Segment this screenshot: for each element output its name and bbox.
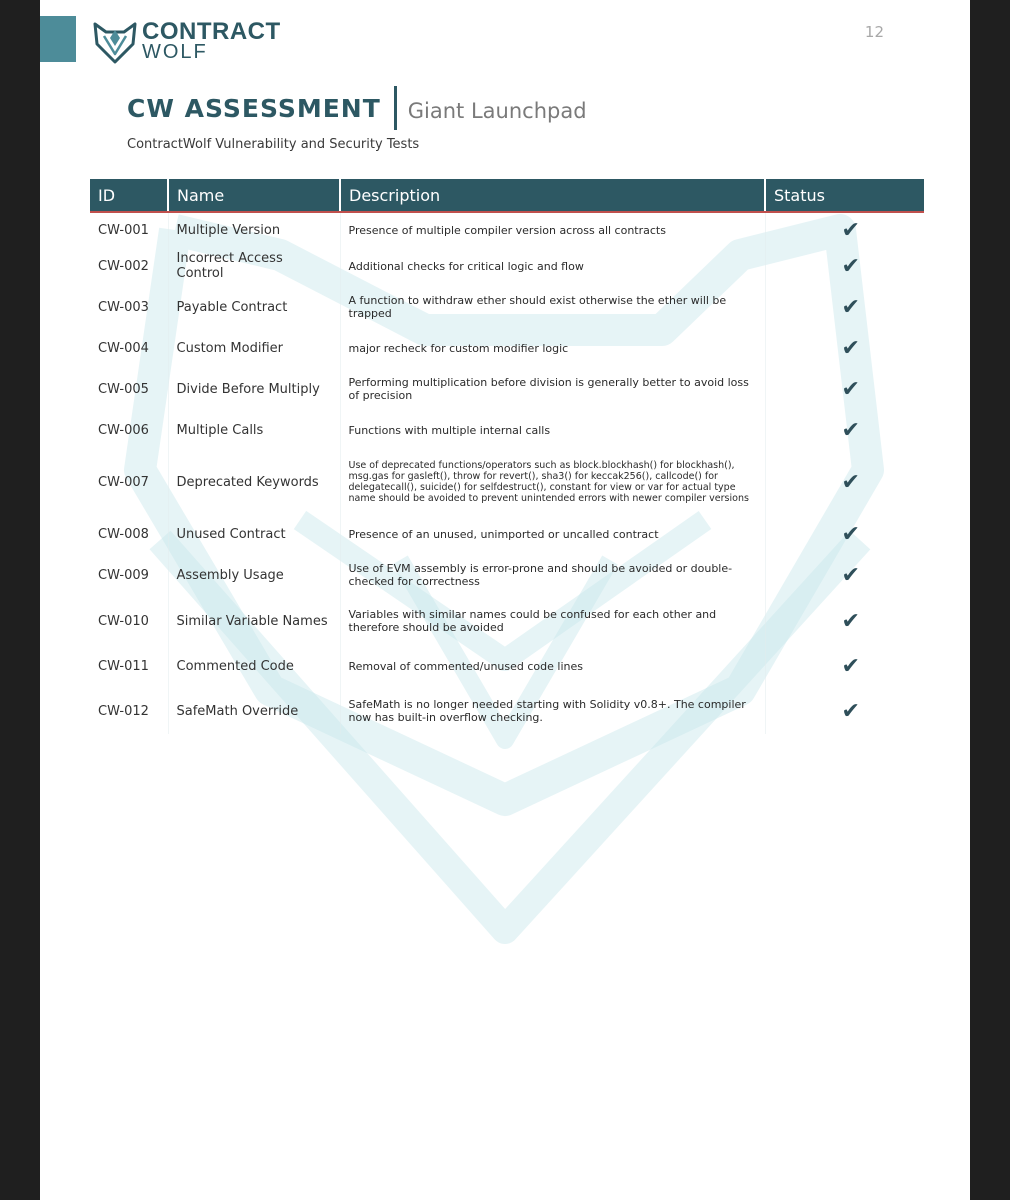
test-name-cell: Assembly Usage bbox=[168, 552, 340, 598]
column-header-name: Name bbox=[168, 179, 340, 212]
test-description-cell: Presence of multiple compiler version across all contracts bbox=[340, 212, 765, 248]
test-name-cell: Unused Contract bbox=[168, 516, 340, 552]
test-id-cell: CW-007 bbox=[98, 474, 149, 490]
document-page bbox=[40, 0, 970, 1200]
table-row bbox=[90, 448, 924, 516]
table-row bbox=[90, 552, 924, 598]
test-description-cell: major recheck for custom modifier logic bbox=[340, 330, 765, 366]
test-id-cell: CW-005 bbox=[98, 381, 149, 397]
status-check-icon: ✔ bbox=[765, 448, 924, 516]
logo-text-contract: CONTRACT bbox=[142, 18, 281, 45]
status-check-icon: ✔ bbox=[765, 598, 924, 644]
test-id-cell: CW-010 bbox=[98, 613, 149, 629]
test-id-cell: CW-011 bbox=[98, 658, 149, 674]
test-description-cell: Variables with similar names could be confused for each other and therefore should be avoided bbox=[340, 598, 765, 644]
status-check-icon: ✔ bbox=[765, 552, 924, 598]
test-id-cell: CW-003 bbox=[98, 299, 149, 315]
status-check-icon: ✔ bbox=[765, 366, 924, 412]
test-description-cell: Additional checks for critical logic and flow bbox=[340, 248, 765, 284]
table-row bbox=[90, 412, 924, 448]
column-header-description: Description bbox=[340, 179, 765, 212]
test-id-cell: CW-004 bbox=[98, 340, 149, 356]
status-check-icon: ✔ bbox=[765, 248, 924, 284]
page-number: 12 bbox=[864, 23, 884, 41]
column-header-id: ID bbox=[90, 179, 168, 212]
test-name-cell: Multiple Calls bbox=[168, 412, 340, 448]
title-divider bbox=[394, 86, 397, 130]
test-description-cell: Performing multiplication before division is generally better to avoid loss of precision bbox=[340, 366, 765, 412]
test-description-cell: Removal of commented/unused code lines bbox=[340, 644, 765, 688]
test-name-cell: Commented Code bbox=[168, 644, 340, 688]
test-id-cell: CW-006 bbox=[98, 422, 149, 438]
table-row bbox=[90, 330, 924, 366]
table-row bbox=[90, 212, 924, 248]
table-row bbox=[90, 688, 924, 734]
status-check-icon: ✔ bbox=[765, 516, 924, 552]
test-name-cell: Deprecated Keywords bbox=[168, 448, 340, 516]
page-subtitle: ContractWolf Vulnerability and Security Tests bbox=[127, 137, 420, 152]
test-name-cell: Custom Modifier bbox=[168, 330, 340, 366]
project-name: Giant Launchpad bbox=[407, 99, 587, 123]
wolf-shield-icon bbox=[92, 18, 138, 64]
title-row bbox=[127, 86, 587, 130]
test-name-cell: Payable Contract bbox=[168, 284, 340, 330]
logo-text-wolf: WOLF bbox=[142, 41, 208, 63]
test-name-cell: SafeMath Override bbox=[168, 688, 340, 734]
test-description-cell: Presence of an unused, unimported or uncalled contract bbox=[340, 516, 765, 552]
test-name-cell: Similar Variable Names bbox=[168, 598, 340, 644]
status-check-icon: ✔ bbox=[765, 212, 924, 248]
status-check-icon: ✔ bbox=[765, 688, 924, 734]
test-id-cell: CW-009 bbox=[98, 567, 149, 583]
status-check-icon: ✔ bbox=[765, 284, 924, 330]
test-name-cell: Multiple Version bbox=[168, 212, 340, 248]
table-header-row bbox=[90, 179, 924, 212]
test-id-cell: CW-001 bbox=[98, 223, 149, 238]
status-check-icon: ✔ bbox=[765, 330, 924, 366]
table-row bbox=[90, 598, 924, 644]
status-check-icon: ✔ bbox=[765, 412, 924, 448]
test-name-cell: Divide Before Multiply bbox=[168, 366, 340, 412]
test-id-cell: CW-002 bbox=[98, 258, 149, 274]
test-description-cell: SafeMath is no longer needed starting with Solidity v0.8+. The compiler now has built-in overflow checking. bbox=[340, 688, 765, 734]
test-description-cell: A function to withdraw ether should exist otherwise the ether will be trapped bbox=[340, 284, 765, 330]
table-row bbox=[90, 516, 924, 552]
status-check-icon: ✔ bbox=[765, 644, 924, 688]
test-id-cell: CW-008 bbox=[98, 526, 149, 542]
table-row bbox=[90, 366, 924, 412]
test-description-cell: Use of EVM assembly is error-prone and should be avoided or double-checked for correctness bbox=[340, 552, 765, 598]
test-description-cell: Functions with multiple internal calls bbox=[340, 412, 765, 448]
test-name-cell: Incorrect Access Control bbox=[168, 248, 340, 284]
test-description-cell: Use of deprecated functions/operators such as block.blockhash() for blockhash(), msg.gas for gasleft(), throw for revert(), sha3() for keccak256(), callcode() for delegatecall(), suicide() for selfdestruct(), constant for view or var for actual type name should be avoided to prevent unintended errors with newer compiler versions bbox=[340, 448, 765, 516]
table-row bbox=[90, 248, 924, 284]
table-body bbox=[90, 212, 924, 734]
test-id-cell: CW-012 bbox=[98, 703, 149, 719]
table-row bbox=[90, 284, 924, 330]
security-tests-table bbox=[90, 179, 924, 734]
table-row bbox=[90, 644, 924, 688]
column-header-status: Status bbox=[765, 179, 924, 212]
assessment-title: CW ASSESSMENT bbox=[127, 93, 381, 123]
